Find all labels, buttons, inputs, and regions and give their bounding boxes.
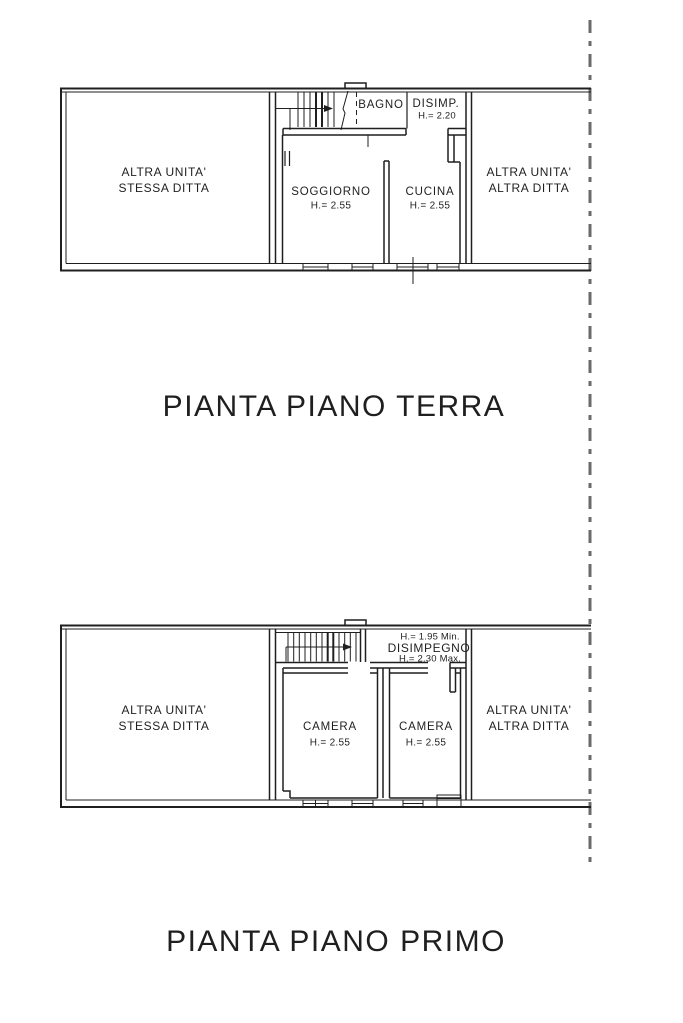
primo-disimpegno-label: DISIMPEGNO [387,641,471,655]
primo-right-unit-line2: ALTRA DITTA [488,719,570,733]
primo-left-unit-line1: ALTRA UNITA' [121,703,207,717]
terra-cucina-height: H.= 2.55 [409,200,451,212]
terra-bagno-label: BAGNO [358,99,404,111]
stair-break-line [341,91,348,130]
primo-balcony-door-sill [437,795,461,807]
primo-camera-right-height: H.= 2.55 [405,737,447,749]
primo-left-unit-line2: STESSA DITTA [118,719,210,733]
primo-disimpegno-height-max: H.= 2.30 Max. [398,653,462,665]
terra-left-unit-line1: ALTRA UNITA' [121,165,207,179]
terra-soggiorno-height: H.= 2.55 [310,200,352,212]
terra-right-unit-label [486,164,571,196]
primo-staircase [276,629,366,662]
terra-left-unit-line2: STESSA DITTA [118,181,210,195]
terra-right-unit-line1: ALTRA UNITA' [486,165,572,179]
terra-cucina-label: CUCINA [405,186,455,198]
primo-right-unit-label [486,702,571,734]
primo-left-unit-label [119,702,210,734]
primo-windows [303,795,461,807]
terra-right-unit-line2: ALTRA DITTA [488,181,570,195]
primo-camera-left-height: H.= 2.55 [309,737,351,749]
terra-disimpegno-label: DISIMP. [412,98,460,110]
primo-right-unit-line1: ALTRA UNITA' [486,703,572,717]
terra-plan-title: PIANTA PIANO TERRA [162,390,506,423]
primo-plan-title: PIANTA PIANO PRIMO [166,925,506,958]
primo-camera-left-label: CAMERA [302,721,358,733]
terra-left-unit-label [119,164,210,196]
terra-room-walls [283,135,461,264]
primo-camera-right-label: CAMERA [398,721,454,733]
terra-entrance-door [285,151,290,166]
primo-disimpegno-height-min: H.= 1.95 Min. [400,631,460,643]
terra-staircase [276,91,357,130]
terra-disimpegno-height: H.= 2.20 [418,110,456,122]
terra-soggiorno-label: SOGGIORNO [291,186,371,198]
